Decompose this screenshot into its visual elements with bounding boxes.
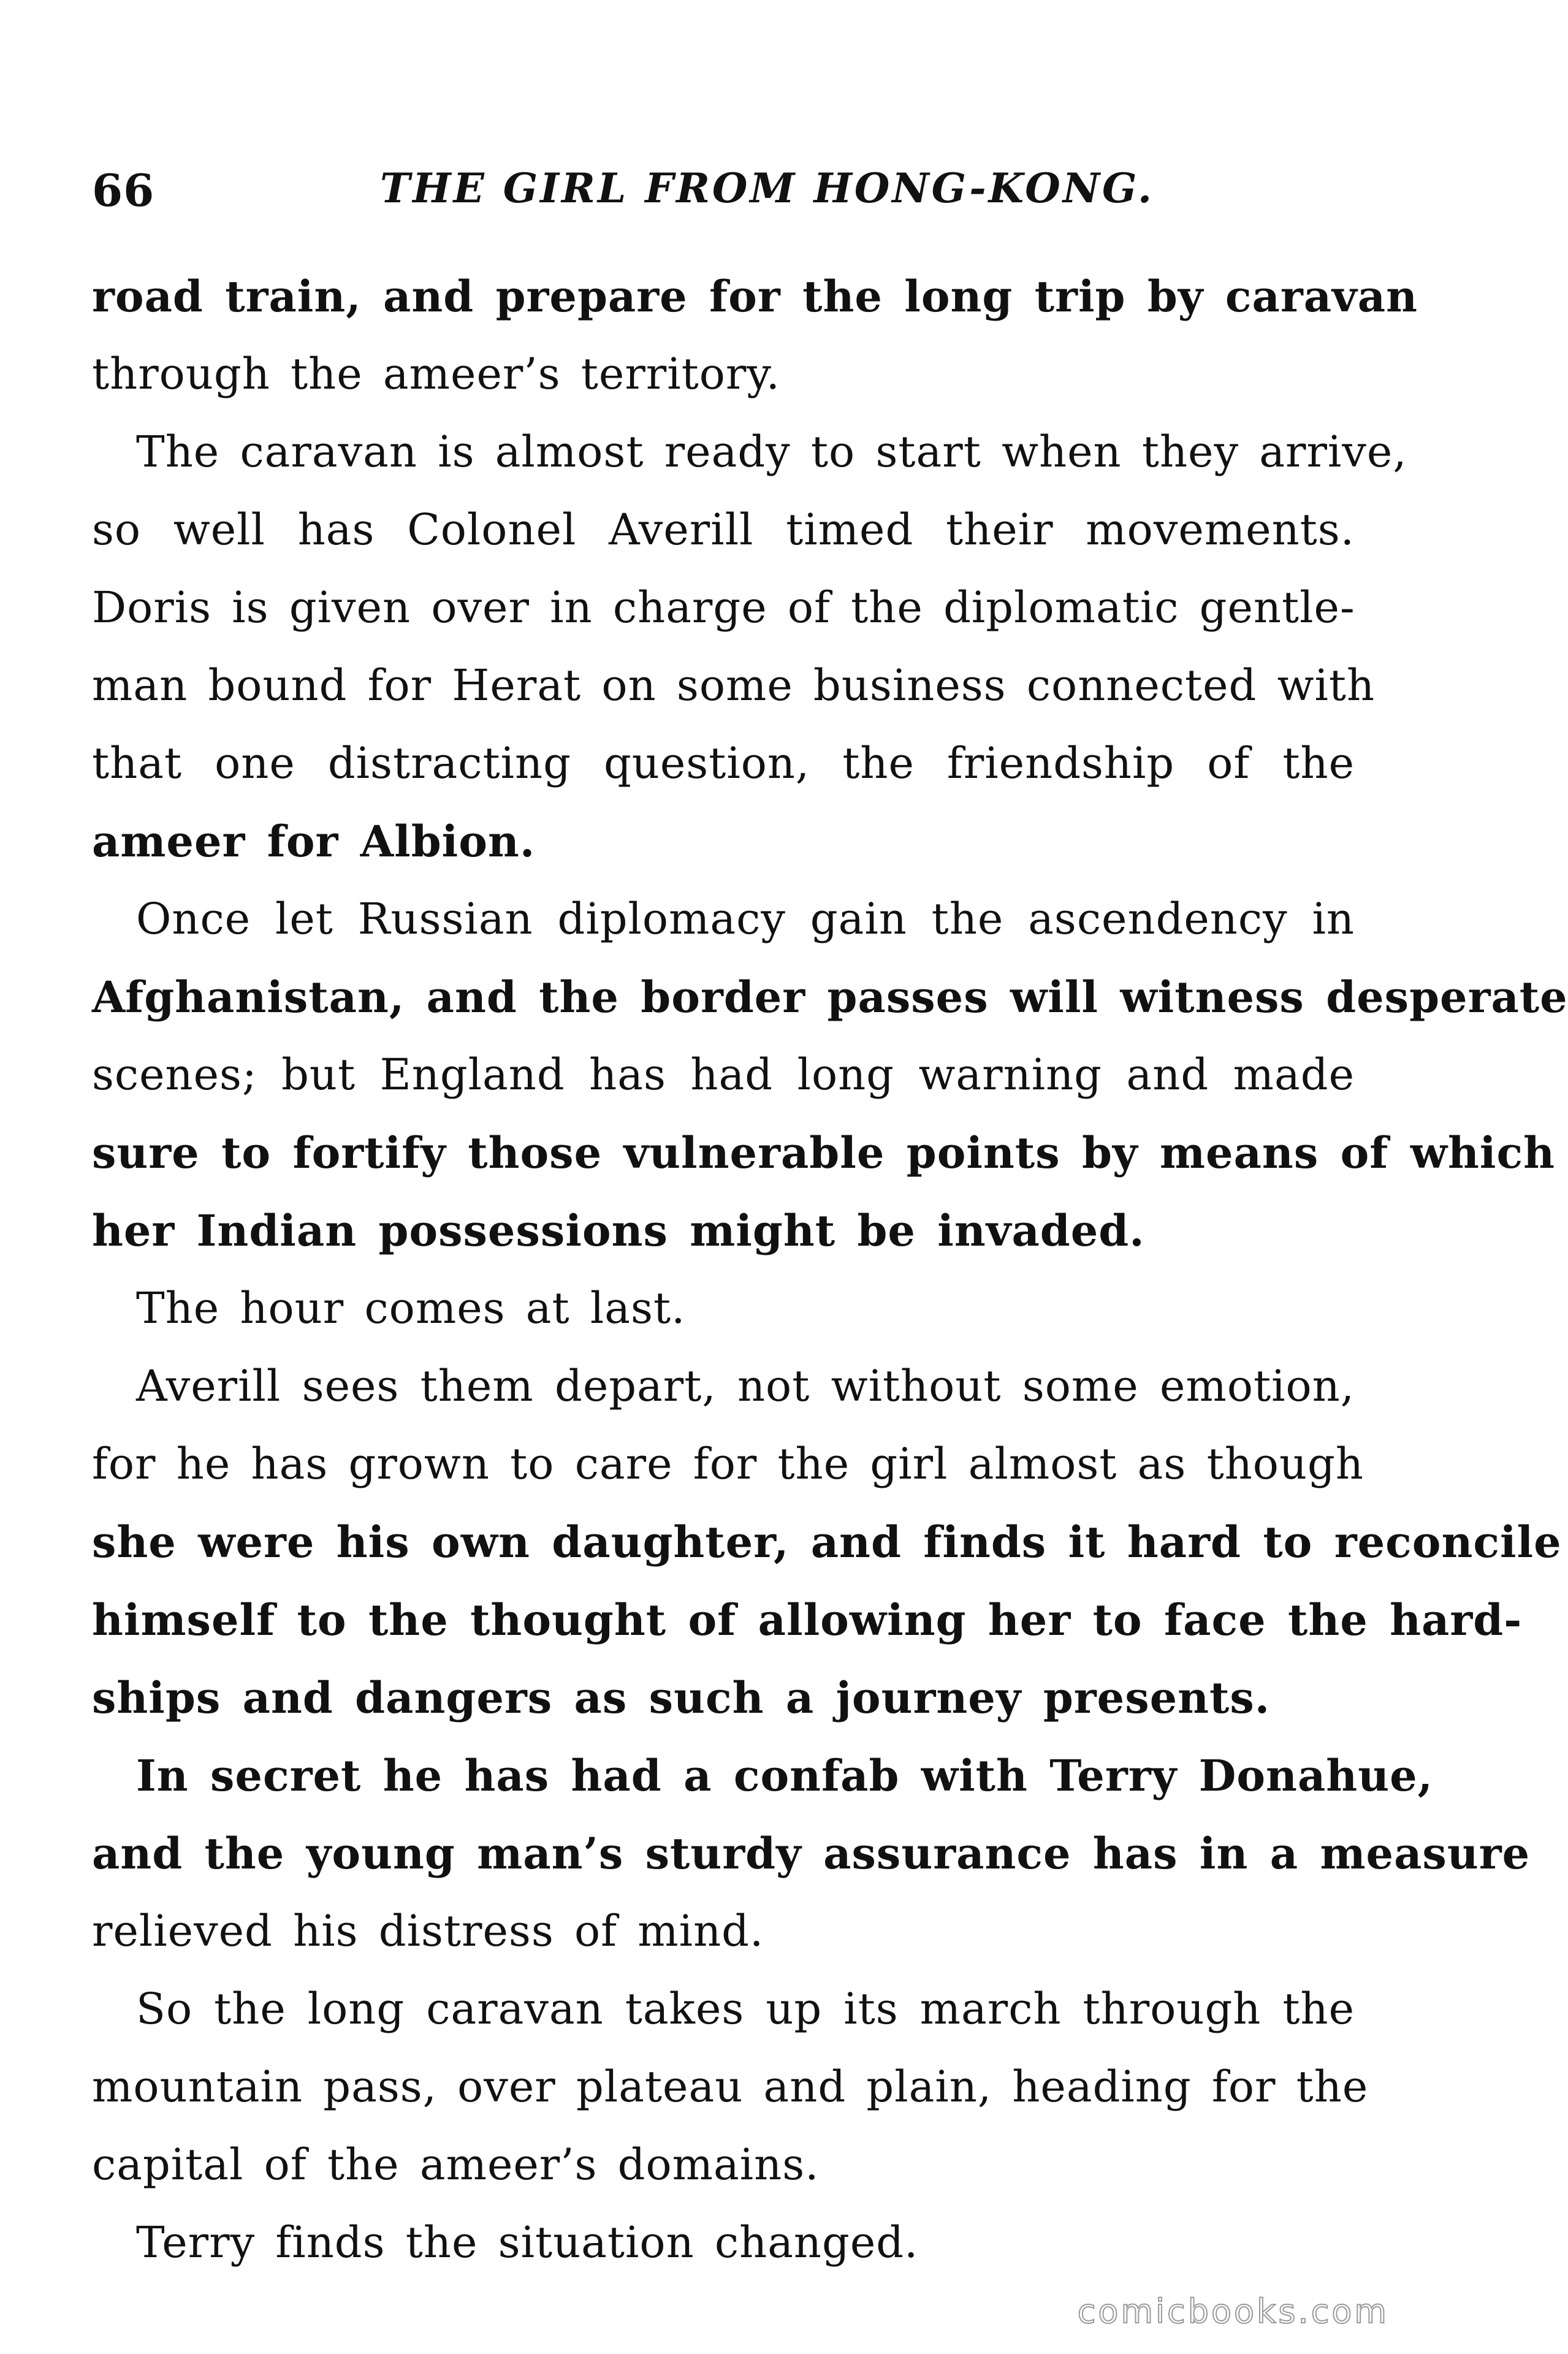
text-line: Averill sees them depart, not without some emotion, bbox=[136, 1361, 1355, 1411]
text-line: Afghanistan, and the border passes will witness desperate bbox=[92, 972, 1568, 1023]
text-line: capital of the ameer’s domains. bbox=[92, 2139, 820, 2190]
text-line: ameer for Albion. bbox=[92, 816, 536, 867]
text-line: her Indian possessions might be invaded. bbox=[92, 1205, 1145, 1256]
page-number: 66 bbox=[92, 164, 155, 216]
body-text bbox=[92, 257, 1568, 2282]
text-line: road train, and prepare for the long trip by caravan bbox=[92, 271, 1418, 322]
text-line: that one distracting question, the friendship of the bbox=[92, 738, 1355, 788]
text-line: Doris is given over in charge of the diplomatic gentle- bbox=[92, 582, 1355, 633]
running-title: THE GIRL FROM HONG-KONG. bbox=[380, 164, 1155, 212]
text-line: The caravan is almost ready to start when they arrive, bbox=[136, 427, 1407, 477]
text-line: sure to fortify those vulnerable points by means of which bbox=[92, 1127, 1556, 1178]
text-line: The hour comes at last. bbox=[136, 1283, 686, 1333]
running-head bbox=[92, 164, 1355, 219]
text-line: Once let Russian diplomacy gain the ascendency in bbox=[136, 894, 1355, 944]
text-line: In secret he has had a confab with Terry Donahue, bbox=[136, 1750, 1433, 1801]
text-line: So the long caravan takes up its march through the bbox=[136, 1984, 1355, 2034]
text-line: through the ameer’s territory. bbox=[92, 349, 780, 399]
text-line: Terry finds the situation changed. bbox=[136, 2217, 919, 2268]
text-line: so well has Colonel Averill timed their movements. bbox=[92, 505, 1355, 555]
text-line: man bound for Herat on some business connected with bbox=[92, 660, 1376, 710]
text-line: scenes; but England has had long warning and made bbox=[92, 1049, 1355, 1100]
text-line: she were his own daughter, and finds it hard to reconcile bbox=[92, 1517, 1562, 1567]
text-line: ships and dangers as such a journey presents. bbox=[92, 1672, 1271, 1723]
text-line: himself to the thought of allowing her to face the hard- bbox=[92, 1594, 1523, 1645]
watermark: comicbooks.com bbox=[1077, 2292, 1389, 2331]
text-line: mountain pass, over plateau and plain, heading for the bbox=[92, 2062, 1369, 2112]
text-line: and the young man’s sturdy assurance has in a measure bbox=[92, 1828, 1531, 1879]
text-line: relieved his distress of mind. bbox=[92, 1906, 764, 1956]
text-line: for he has grown to care for the girl almost as though bbox=[92, 1439, 1364, 1489]
